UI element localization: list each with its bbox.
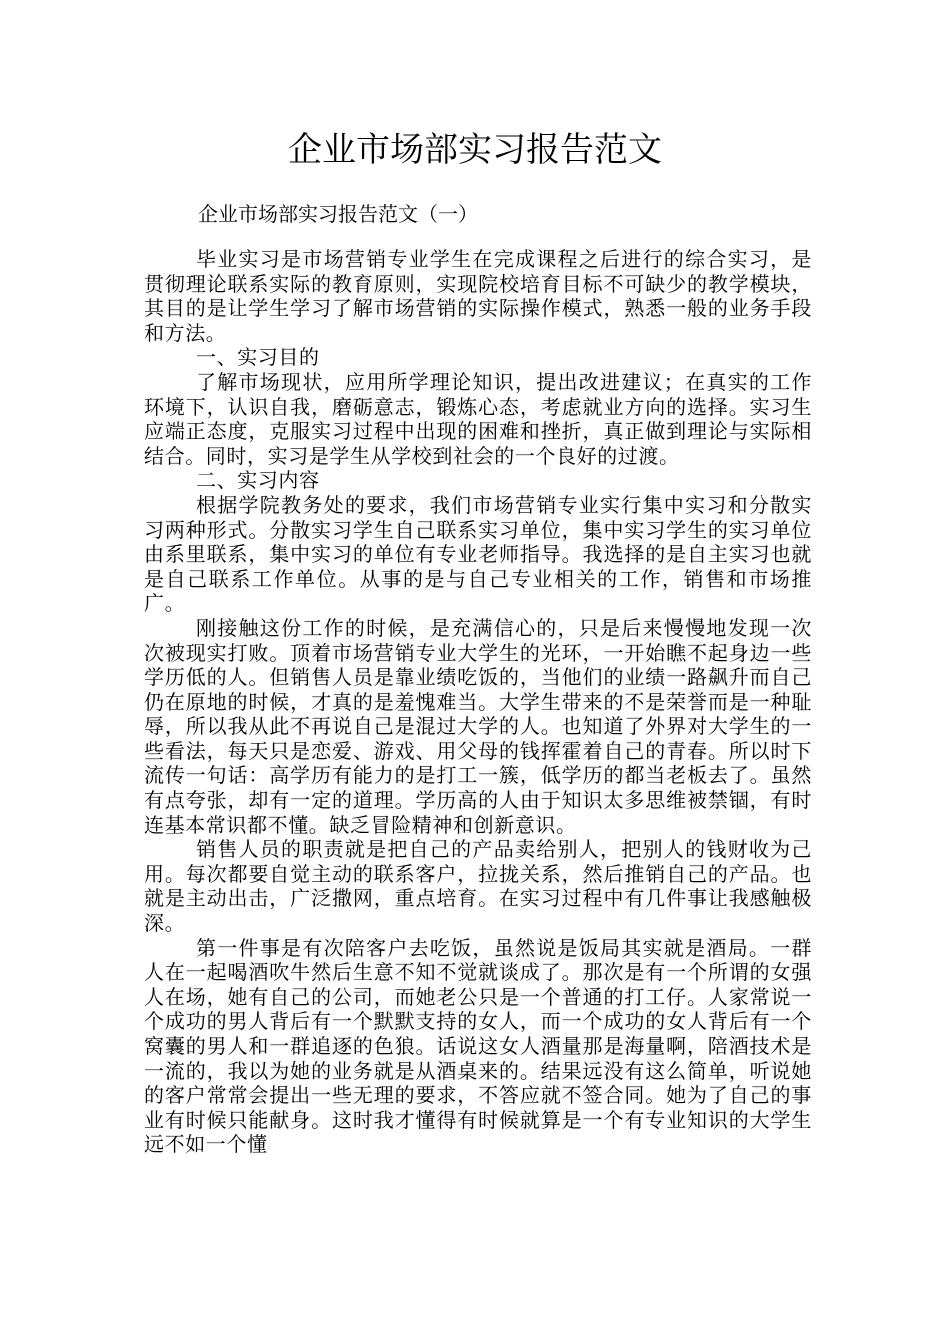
content-paragraph-3: 销售人员的职责就是把自己的产品卖给别人，把别人的钱财收为己用。每次都要自觉主动的联系客户，拉拢关系，然后推销自己的产品。也就是主动出击，广泛撒网，重点培育。在实习过程中有几件事让我感触极深。 bbox=[144, 837, 812, 936]
intro-paragraph: 毕业实习是市场营销专业学生在完成课程之后进行的综合实习，是贯彻理论联系实际的教育原则，实现院校培育目标不可缺少的教学模块，其目的是让学生学习了解市场营销的实际操作模式，熟悉一般的业务手段和方法。 bbox=[144, 247, 812, 345]
purpose-paragraph: 了解市场现状，应用所学理论知识，提出改进建议；在真实的工作环境下，认识自我，磨砺意志，锻炼心态，考虑就业方向的选择。实习生应端正态度，克服实习过程中出现的困难和挫折，真正做到理论与实际相结合。同时，实习是学生从学校到社会的一个良好的过渡。 bbox=[144, 369, 812, 468]
document-body bbox=[144, 247, 812, 1157]
section-heading-content: 二、实习内容 bbox=[196, 468, 320, 493]
document-title: 企业市场部实习报告范文 bbox=[288, 130, 662, 170]
document-subtitle: 企业市场部实习报告范文（一） bbox=[198, 202, 478, 226]
content-paragraph-1: 根据学院教务处的要求，我们市场营销专业实行集中实习和分散实习两种形式。分散实习学生自己联系实习单位，集中实习学生的实习单位由系里联系，集中实习的单位有专业老师指导。我选择的是自主实习也就是自己联系工作单位。从事的是与自己专业相关的工作，销售和市场推广。 bbox=[144, 492, 812, 616]
content-paragraph-2: 刚接触这份工作的时候，是充满信心的，只是后来慢慢地发现一次次被现实打败。顶着市场营销专业大学生的光环，一开始瞧不起身边一些学历低的人。但销售人员是靠业绩吃饭的，当他们的业绩一路飙升而自己仍在原地的时候，才真的是羞愧难当。大学生带来的不是荣誉而是一种耻辱，所以我从此不再说自己是混过大学的人。也知道了外界对大学生的一些看法，每天只是恋爱、游戏、用父母的钱挥霍着自己的青春。所以时下流传一句话：高学历有能力的是打工一簇，低学历的都当老板去了。虽然有点夸张，却有一定的道理。学历高的人由于知识太多思维被禁锢，有时连基本常识都不懂。缺乏冒险精神和创新意识。 bbox=[144, 615, 812, 837]
content-paragraph-4: 第一件事是有次陪客户去吃饭，虽然说是饭局其实就是酒局。一群人在一起喝酒吹牛然后生意不知不觉就谈成了。那次是有一个所谓的女强人在场，她有自己的公司，而她老公只是一个普通的打工仔。人家常说一个成功的男人背后有一个默默支持的女人，而一个成功的女人背后有一个窝囊的男人和一群追逐的色狼。话说这女人酒量那是海量啊，陪酒技术是一流的，我以为她的业务就是从酒桌来的。结果远没有这么简单，听说她的客户常常会提出一些无理的要求，不答应就不签合同。她为了自己的事业有时候只能献身。这时我才懂得有时候就算是一个有专业知识的大学生远不如一个懂 bbox=[144, 935, 812, 1157]
section-heading-purpose: 一、实习目的 bbox=[196, 345, 320, 370]
